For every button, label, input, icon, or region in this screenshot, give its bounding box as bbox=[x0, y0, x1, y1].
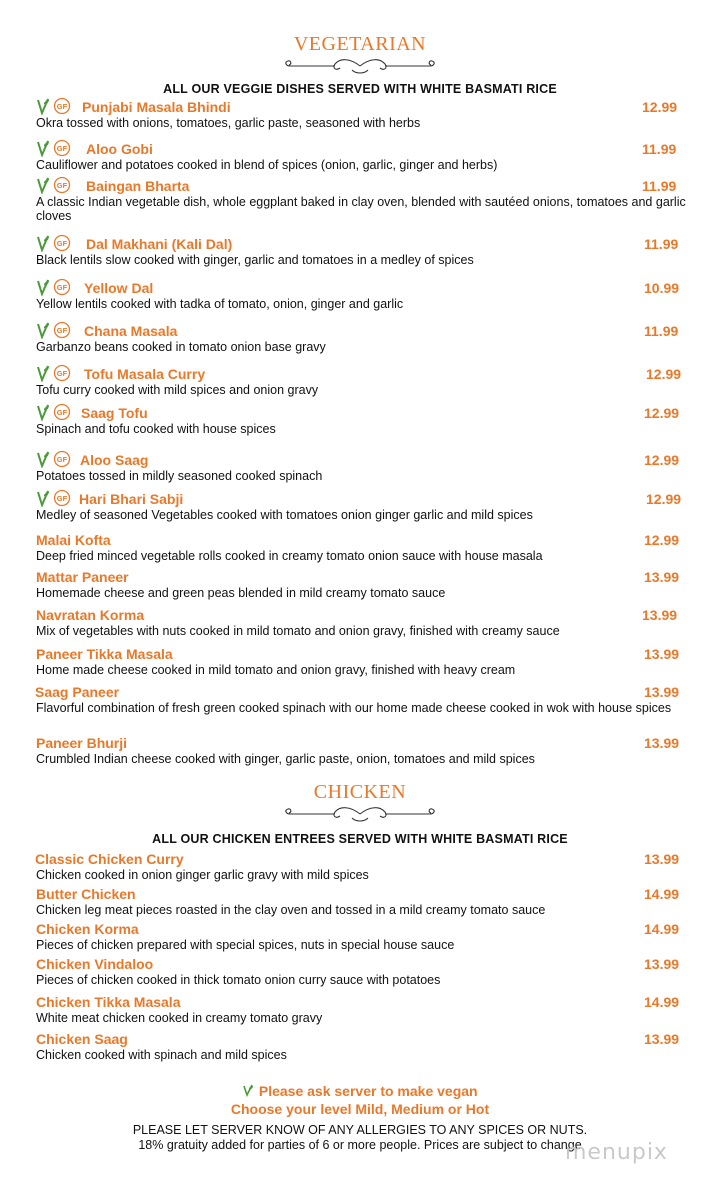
menu-item-price: 11.99 bbox=[642, 141, 677, 157]
menu-item bbox=[36, 1031, 686, 1063]
menu-item-name: Paneer Tikka Masala bbox=[36, 646, 173, 662]
vegan-note bbox=[0, 1083, 720, 1101]
menu-item-header bbox=[36, 994, 686, 1012]
gf-label: GF bbox=[56, 181, 68, 190]
menu-item bbox=[36, 366, 686, 398]
menu-item-description: Mix of vegetables with nuts cooked in mild tomato and onion gravy, finished with creamy sauce bbox=[36, 624, 560, 638]
menu-item-name: Malai Kofta bbox=[36, 532, 111, 548]
vegan-leaf-icon bbox=[36, 489, 50, 507]
menu-item-description: Home made cheese cooked in mild tomato and onion gravy, finished with heavy cream bbox=[36, 663, 516, 677]
menu-item bbox=[36, 851, 686, 883]
menu-item-header bbox=[36, 569, 686, 587]
gluten-free-icon bbox=[53, 403, 71, 421]
menu-item bbox=[36, 491, 686, 523]
menu-item-name: Aloo Saag bbox=[80, 452, 149, 468]
gf-label: GF bbox=[56, 369, 68, 378]
menu-item bbox=[36, 956, 686, 988]
gluten-free-icon bbox=[53, 321, 71, 339]
gf-label: GF bbox=[56, 102, 68, 111]
menu-item-description: Medley of seasoned Vegetables cooked with tomatoes onion ginger garlic and mild spices bbox=[36, 508, 533, 522]
menu-item-name: Navratan Korma bbox=[36, 607, 145, 623]
menu-item bbox=[36, 735, 686, 767]
vegan-leaf-icon bbox=[36, 364, 50, 382]
menu-item-header bbox=[36, 607, 686, 625]
menu-item-price: 12.99 bbox=[644, 532, 680, 548]
menu-item-name: Chicken Korma bbox=[36, 921, 139, 937]
menu-item-description: Deep fried minced vegetable rolls cooked in creamy tomato onion sauce with house masala bbox=[36, 549, 543, 563]
menu-item-header bbox=[36, 956, 686, 974]
menu-item bbox=[36, 236, 686, 268]
menu-item-name: Punjabi Masala Bhindi bbox=[82, 99, 231, 115]
menu-item-name: Paneer Bhurji bbox=[36, 735, 128, 751]
menu-item-name: Baingan Bharta bbox=[86, 178, 190, 194]
menu-item bbox=[36, 607, 686, 639]
menu-item-description: Chicken cooked with spinach and mild spices bbox=[36, 1048, 287, 1062]
vegan-leaf-icon bbox=[242, 1084, 254, 1097]
menu-item bbox=[36, 323, 686, 355]
menu-item-description: Garbanzo beans cooked in tomato onion base gravy bbox=[36, 340, 326, 354]
menu-item-header bbox=[36, 141, 686, 159]
menu-item-header bbox=[36, 735, 686, 753]
menu-item-name: Chicken Saag bbox=[36, 1031, 128, 1047]
menu-item-price: 11.99 bbox=[644, 323, 679, 339]
menu-item-price: 11.99 bbox=[642, 178, 677, 194]
menu-item bbox=[36, 452, 686, 484]
menu-item-price: 13.99 bbox=[644, 569, 680, 585]
menu-item-name: Chana Masala bbox=[84, 323, 178, 339]
menu-item bbox=[36, 280, 686, 312]
menu-item-price: 12.99 bbox=[644, 405, 680, 421]
menu-item-price: 12.99 bbox=[646, 366, 682, 382]
flourish-divider-icon bbox=[280, 804, 440, 824]
menu-item-header bbox=[36, 684, 686, 702]
menu-item bbox=[36, 886, 686, 918]
vegan-leaf-icon bbox=[36, 321, 50, 339]
watermark: menupix bbox=[565, 1140, 668, 1165]
flourish-divider-icon bbox=[280, 56, 440, 76]
menu-item bbox=[36, 921, 686, 953]
menu-item-description: Potatoes tossed in mildly seasoned cooked spinach bbox=[36, 469, 323, 483]
gluten-free-icon bbox=[53, 489, 71, 507]
menu-item-price: 13.99 bbox=[644, 684, 680, 700]
menu-item-name: Chicken Tikka Masala bbox=[36, 994, 181, 1010]
gf-label: GF bbox=[56, 144, 68, 153]
allergy-note: PLEASE LET SERVER KNOW OF ANY ALLERGIES TO ANY SPICES OR NUTS. bbox=[132, 1123, 588, 1137]
gratuity-note: 18% gratuity added for parties of 6 or more people. Prices are subject to change bbox=[138, 1138, 582, 1152]
gf-label: GF bbox=[56, 239, 68, 248]
menu-item-description: Crumbled Indian cheese cooked with ginger, garlic paste, onion, tomatoes and mild spices bbox=[36, 752, 535, 766]
menu-item-description: Pieces of chicken prepared with special spices, nuts in special house sauce bbox=[36, 938, 455, 952]
menu-item-price: 13.99 bbox=[644, 735, 680, 751]
menu-item-description: White meat chicken cooked in creamy tomato gravy bbox=[36, 1011, 323, 1025]
menu-item bbox=[36, 532, 686, 564]
chicken-title: CHICKEN bbox=[313, 781, 407, 803]
vegan-leaf-icon bbox=[36, 234, 50, 252]
menu-item-name: Yellow Dal bbox=[84, 280, 154, 296]
chicken-subtitle: ALL OUR CHICKEN ENTREES SERVED WITH WHITE BASMATI RICE bbox=[152, 832, 568, 846]
menu-item-price: 10.99 bbox=[644, 280, 680, 296]
menu-item bbox=[36, 99, 686, 131]
vegetarian-subtitle: ALL OUR VEGGIE DISHES SERVED WITH WHITE BASMATI RICE bbox=[163, 82, 557, 96]
menu-item-description: Chicken cooked in onion ginger garlic gravy with mild spices bbox=[36, 868, 369, 882]
menu-item-description: Okra tossed with onions, tomatoes, garlic paste, seasoned with herbs bbox=[36, 116, 421, 130]
gf-label: GF bbox=[56, 408, 68, 417]
menu-item-name: Dal Makhani (Kali Dal) bbox=[86, 236, 233, 252]
menu-item-header bbox=[36, 452, 686, 470]
gluten-free-icon bbox=[53, 450, 71, 468]
menu-item-description: Flavorful combination of fresh green cooked spinach with our home made cheese cooked in wok with house spices bbox=[36, 701, 672, 715]
menu-item-header bbox=[36, 280, 686, 298]
menu-item bbox=[36, 405, 686, 437]
menu-item-description: Homemade cheese and green peas blended in mild creamy tomato sauce bbox=[36, 586, 446, 600]
menu-item bbox=[36, 646, 686, 678]
menu-item-header bbox=[36, 491, 686, 509]
menu-item-header bbox=[36, 851, 686, 869]
menu-item-description: Spinach and tofu cooked with house spices bbox=[36, 422, 276, 436]
menu-item-price: 13.99 bbox=[644, 646, 680, 662]
menu-item-header bbox=[36, 323, 686, 341]
menu-item-price: 13.99 bbox=[642, 607, 678, 623]
menu-item-name: Saag Paneer bbox=[35, 684, 120, 700]
menu-item-price: 12.99 bbox=[642, 99, 678, 115]
menu-item-price: 14.99 bbox=[644, 921, 680, 937]
gf-label: GF bbox=[56, 326, 68, 335]
menu-item-header bbox=[36, 405, 686, 423]
menu-item-header bbox=[36, 178, 686, 196]
menu-item-price: 14.99 bbox=[644, 886, 680, 902]
menu-item-header bbox=[36, 921, 686, 939]
menu-item-name: Mattar Paneer bbox=[36, 569, 129, 585]
spice-level-note: Choose your level Mild, Medium or Hot bbox=[230, 1101, 490, 1117]
menu-item-description: Pieces of chicken cooked in thick tomato onion curry sauce with potatoes bbox=[36, 973, 441, 987]
menu-item-description: Tofu curry cooked with mild spices and onion gravy bbox=[36, 383, 319, 397]
menu-item-description: Black lentils slow cooked with ginger, garlic and tomatoes in a medley of spices bbox=[36, 253, 474, 267]
menu-item-header bbox=[36, 646, 686, 664]
menu-item-price: 13.99 bbox=[644, 851, 680, 867]
menu-item-header bbox=[36, 99, 686, 117]
menu-item bbox=[36, 178, 686, 223]
menu-item-header bbox=[36, 532, 686, 550]
menu-item-description: Chicken leg meat pieces roasted in the clay oven and tossed in a mild creamy tomato sauce bbox=[36, 903, 546, 917]
menu-item-name: Butter Chicken bbox=[36, 886, 136, 902]
menu-item-description: Cauliflower and potatoes cooked in blend of spices (onion, garlic, ginger and herbs) bbox=[36, 158, 498, 172]
menu-item-header bbox=[36, 366, 686, 384]
menu-item-name: Classic Chicken Curry bbox=[35, 851, 184, 867]
vegan-note-text: Please ask server to make vegan bbox=[258, 1083, 478, 1099]
menu-item-header bbox=[36, 236, 686, 254]
menu-item bbox=[36, 684, 686, 716]
vegan-leaf-icon bbox=[36, 176, 50, 194]
vegan-leaf-icon bbox=[36, 139, 50, 157]
menu-item-name: Saag Tofu bbox=[81, 405, 148, 421]
menu-item bbox=[36, 994, 686, 1026]
gluten-free-icon bbox=[53, 278, 71, 296]
menu-item bbox=[36, 141, 686, 173]
gf-label: GF bbox=[56, 455, 68, 464]
menu-item-price: 11.99 bbox=[644, 236, 679, 252]
menu-item-price: 12.99 bbox=[644, 452, 680, 468]
menu-item-name: Hari Bhari Sabji bbox=[79, 491, 184, 507]
vegan-leaf-icon bbox=[36, 403, 50, 421]
menu-item-description: Yellow lentils cooked with tadka of tomato, onion, ginger and garlic bbox=[36, 297, 404, 311]
vegan-leaf-icon bbox=[36, 97, 50, 115]
menu-item-price: 14.99 bbox=[644, 994, 680, 1010]
menu-item-name: Chicken Vindaloo bbox=[36, 956, 154, 972]
gluten-free-icon bbox=[53, 234, 71, 252]
gluten-free-icon bbox=[53, 176, 71, 194]
menu-item-name: Tofu Masala Curry bbox=[84, 366, 206, 382]
menu-item-description: A classic Indian vegetable dish, whole eggplant baked in clay oven, blended with sautéed onions, tomatoes and garlic cloves bbox=[36, 195, 686, 223]
menu-item-price: 13.99 bbox=[644, 1031, 680, 1047]
menu-item-header bbox=[36, 1031, 686, 1049]
vegan-leaf-icon bbox=[36, 450, 50, 468]
gf-label: GF bbox=[56, 283, 68, 292]
gluten-free-icon bbox=[53, 139, 71, 157]
vegan-leaf-icon bbox=[36, 278, 50, 296]
menu-item-header bbox=[36, 886, 686, 904]
menu-item-price: 12.99 bbox=[646, 491, 682, 507]
vegetarian-title: VEGETARIAN bbox=[293, 33, 427, 55]
gluten-free-icon bbox=[53, 97, 71, 115]
menu-item bbox=[36, 569, 686, 601]
menu-item-name: Aloo Gobi bbox=[86, 141, 153, 157]
gf-label: GF bbox=[56, 494, 68, 503]
menu-item-price: 13.99 bbox=[644, 956, 680, 972]
gluten-free-icon bbox=[53, 364, 71, 382]
